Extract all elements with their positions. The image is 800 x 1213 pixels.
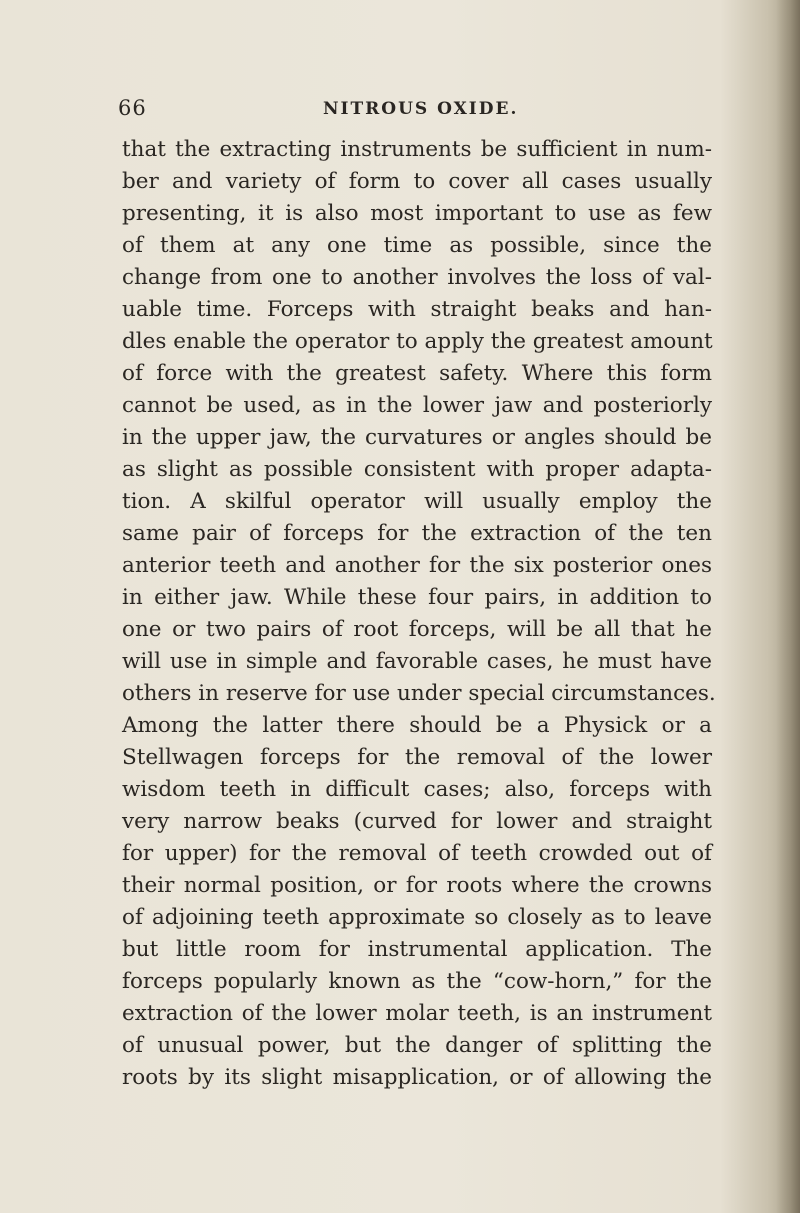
text-line: of unusual power, but the danger of splitting the [122,1033,712,1058]
text-line: very narrow beaks (curved for lower and straight [122,809,712,834]
text-line: of force with the greatest safety. Where this form [122,361,712,386]
text-line: roots by its slight misapplication, or of allowing the [122,1065,712,1090]
text-line: uable time. Forceps with straight beaks and han- [122,297,712,322]
page-header [118,96,708,126]
text-line: extraction of the lower molar teeth, is an instrument [122,1001,712,1026]
text-line: cannot be used, as in the lower jaw and posteriorly [122,393,712,418]
text-line: dles enable the operator to apply the greatest amount [122,329,713,354]
text-line: of them at any one time as possible, since the [122,233,712,258]
text-line: one or two pairs of root forceps, will be all that he [122,617,712,642]
text-line: in the upper jaw, the curvatures or angles should be [122,425,712,450]
running-title: NITROUS OXIDE. [323,99,519,119]
text-line: same pair of forceps for the extraction of the ten [122,521,712,546]
text-line: will use in simple and favorable cases, he must have [122,649,712,674]
text-line: in either jaw. While these four pairs, in addition to [122,585,712,610]
body-text [122,134,716,1094]
text-line: for upper) for the removal of teeth crowded out of [122,841,712,866]
page-edge-shadow [776,0,800,1213]
text-line: ber and variety of form to cover all cases usually [122,169,712,194]
text-line: Among the latter there should be a Physick or a [122,713,712,738]
text-line: but little room for instrumental application. The [122,937,712,962]
text-line: wisdom teeth in difficult cases; also, forceps with [122,777,712,802]
text-line: of adjoining teeth approximate so closely as to leave [122,905,712,930]
text-line: that the extracting instruments be sufficient in num- [122,137,712,162]
text-line: presenting, it is also most important to use as few [122,201,712,226]
text-line: tion. A skilful operator will usually employ the [122,489,712,514]
text-line: forceps popularly known as the “cow-horn,” for the [122,969,712,994]
text-line: their normal position, or for roots where the crowns [122,873,712,898]
text-line: change from one to another involves the loss of val- [122,265,712,290]
text-line: others in reserve for use under special circumstances. [122,681,716,706]
text-line: Stellwagen forceps for the removal of the lower [122,745,712,770]
text-line: as slight as possible consistent with proper adapta- [122,457,712,482]
page-number: 66 [118,96,147,120]
text-line: anterior teeth and another for the six posterior ones [122,553,712,578]
